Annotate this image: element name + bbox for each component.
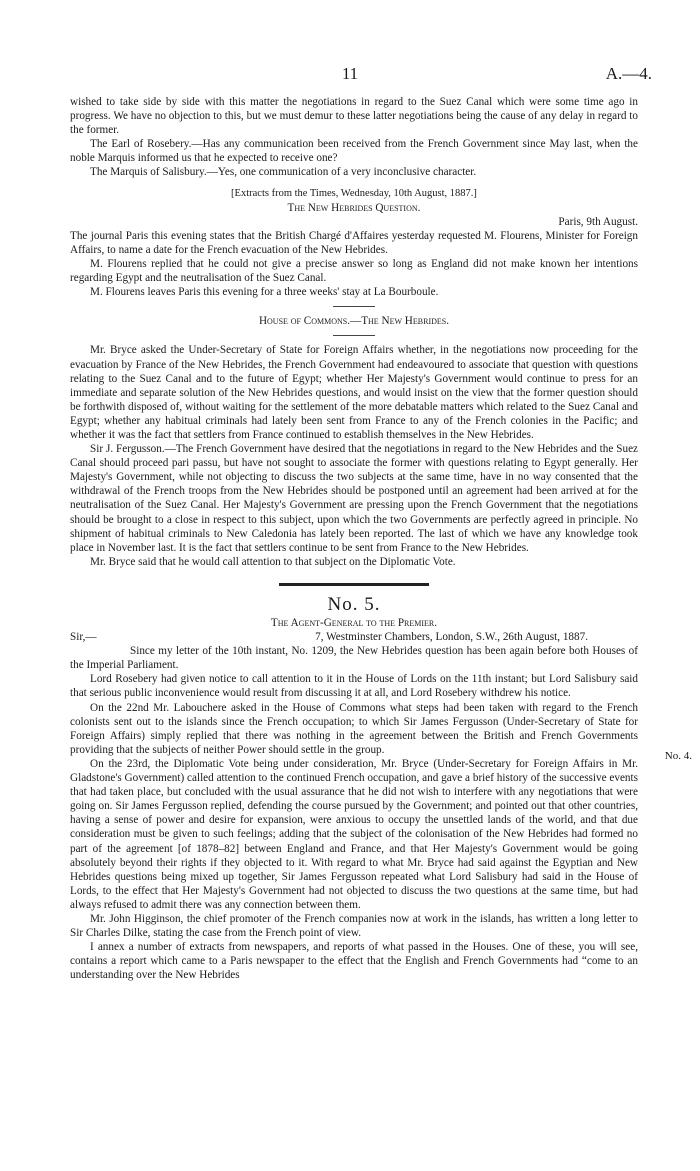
paragraph: On the 23rd, the Diplomatic Vote being under consideration, Mr. Bryce (Under-Secretary for Foreign Affairs in Mr. Gladstone's Government) called attention to the continued French occupation, and gave a brief history of the successive events that had taken place, but concluded with the usual assurance that he did not wish to interfere with any negotiations that were going on. Sir James Fergusson replied, defending the course pursued by the Government; and pointed out that other countries, having a sense of power and desire for expansion, were anxious to occupy the unsettled lands of the world, and that due consideration must be given to such feelings; adding that the subject of the colonisation of the New Hebrides had formed no part of the agreement [of 1878–82] between England and France, and that Her Majesty's Government would be going absolutely beyond their rights if they objected to it. With regard to what Mr. Bryce had said against the Egyptian and New Hebrides questions being mixed up together, Sir James Fergusson repeated what Lord Salisbury had said in the House of Lords, to the effect that Her Majesty's Government had not objected to discuss the two questions at the same time, but had always refused to admit there was any connection between them. [70, 757, 638, 911]
extract-note: [Extracts from the Times, Wednesday, 10th August, 1887.] [231, 187, 477, 199]
paragraph: On the 22nd Mr. Labouchere asked in the House of Commons what steps had been taken with regard to the French colonists sent out to the islands since the French occupation; to which Sir James Fergusson (Under-Secretary of State for Foreign Affairs) simply replied that there was nothing in the agreement between the British and French Governments providing that the subjects of neither Power should settle in the group. [70, 701, 638, 756]
section-title: House of Commons.—The New Hebrides. [258, 315, 450, 328]
paragraph: Mr. Bryce asked the Under-Secretary of State for Foreign Affairs whether, in the negotiations now proceeding for the evacuation by France of the New Hebrides, the French Government had endeavoured to associate that question with questions relating to the Suez Canal and to the future of Egypt; whether Her Majesty's Government would continue to press for an immediate and separate solution of the New Hebrides questions, and would insist on the view that the former question should be forthwith disposed of, without waiting for the settlement of the more debatable matters which related to the Suez Canal and Egypt; whether any habitual criminals had lately been sent from France to any of the French colonies in the Pacific; and whether it was the fact that settlers from France continued to establish themselves in the New Hebrides. [70, 344, 638, 441]
thick-divider [279, 583, 429, 586]
page-number: 11 [341, 64, 359, 83]
paragraph: M. Flourens replied that he could not give a precise answer so long as England did not make known her intentions regarding Egypt and the neutralisation of the Suez Canal. [70, 258, 638, 285]
margin-note: No. 4. [664, 750, 692, 762]
paragraph: Mr. John Higginson, the chief promoter of the French companies now at work in the islands, has written a long letter to Sir Charles Dilke, stating the case from the French point of view. [70, 912, 638, 940]
paragraph: I annex a number of extracts from newspapers, and reports of what passed in the Houses. One of these, you will see, contains a report which came to a Paris newspaper to the effect that the English and French Governments had “come to an understanding over the New Hebrides [70, 941, 638, 982]
page-body [70, 95, 638, 982]
short-divider [333, 306, 375, 307]
short-divider [333, 335, 375, 336]
paragraph: Sir J. Fergusson.—The French Government have desired that the negotiations in regard to the New Hebrides and the Suez Canal should proceed pari passu, but have not sought to associate the former with questions relating to Egypt generally. Her Majesty's Government, while not objecting to discuss the two subjects at the same time, have in no way consented that the withdrawal of the French troops from the New Hebrides should be postponed until an agreement had been arrived at for the neutralisation of the Suez Canal. Her Majesty's Government are pressing upon the French Government that the negotiations should be brought to a close in respect to this subject, upon which the two Governments are perfectly agreed in principle. No shipment of habitual criminals to New Caledonia has lately been reported. The last of which we have any knowledge took place in November last. It is the fact that settlers continue to be sent from France to the New Hebrides. [70, 443, 638, 554]
paragraph: Since my letter of the 10th instant, No. 1209, the New Hebrides question has been again before both Houses of the Imperial Parliament. [70, 645, 638, 672]
document-reference: A.—4. [605, 64, 652, 83]
paragraph: M. Flourens leaves Paris this evening for a three weeks' stay at La Bourboule. [90, 286, 439, 299]
document-number: No. 5. [327, 593, 381, 615]
paragraph: Lord Rosebery had given notice to call attention to it in the House of Lords on the 11th instant; but Lord Salisbury said that serious public inconvenience would result from discussing it at all, and Lord Rosebery withdrew his notice. [70, 673, 638, 700]
paragraph-with-margin-note [70, 644, 638, 672]
salutation: Sir,— [70, 631, 97, 644]
paragraph: Mr. Bryce said that he would call attention to that subject on the Diplomatic Vote. [90, 555, 456, 568]
section-title: The New Hebrides Question. [287, 201, 421, 214]
paragraph: The Marquis of Salisbury.—Yes, one communication of a very inconclusive character. [90, 166, 477, 179]
letter-heading: The Agent-General to the Premier. [270, 617, 438, 629]
paragraph: wished to take side by side with this matter the negotiations in regard to the Suez Canal which were some time ago in progress. We have no objection to this, but we must demur to these latter negotiations being the cause of any delay in regard to the former. [70, 96, 638, 137]
dateline: Paris, 9th August. [558, 215, 638, 228]
letter-salutation-line [70, 630, 638, 644]
letter-address: 7, Westminster Chambers, London, S.W., 26th August, 1887. [315, 631, 588, 644]
paragraph: The Earl of Rosebery.—Has any communication been received from the French Government since May last, when the noble Marquis informed us that he expected to receive one? [70, 138, 638, 165]
paragraph: The journal Paris this evening states that the British Chargé d'Affaires yesterday requested M. Flourens, Minister for Foreign Affairs, to name a date for the French evacuation of the New Hebrides. [70, 229, 638, 256]
